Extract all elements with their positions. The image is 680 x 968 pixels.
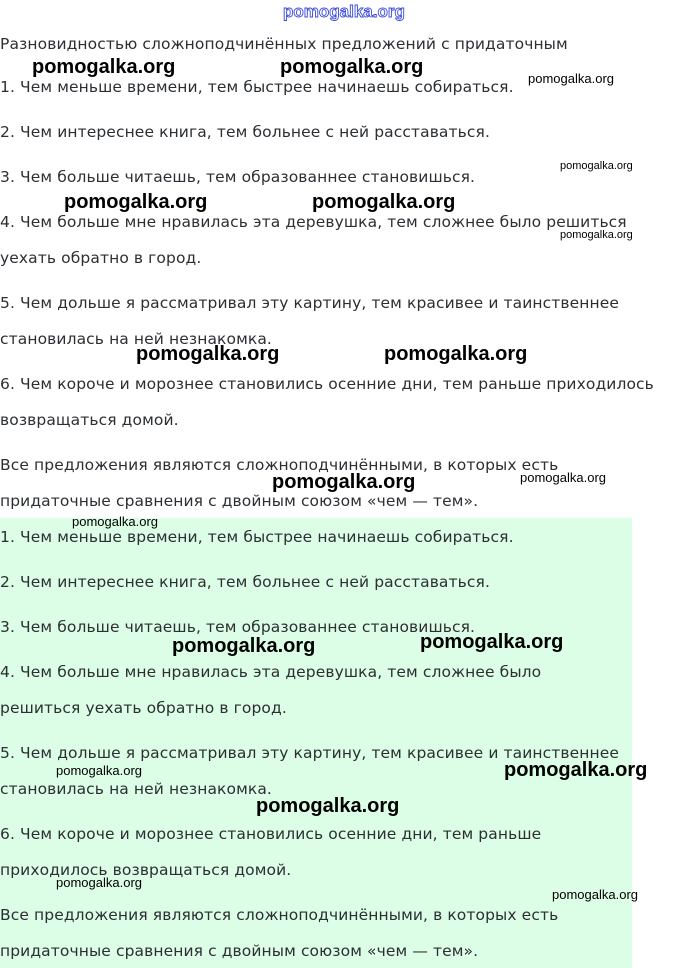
- watermark: pomogalka.org: [552, 887, 638, 902]
- header-watermark: pomogalka.org: [283, 2, 405, 21]
- watermark: pomogalka.org: [528, 71, 614, 86]
- watermark: pomogalka.org: [56, 875, 142, 890]
- watermark: pomogalka.org: [136, 343, 280, 365]
- intro-text: Разновидностью сложноподчинённых предложений с придаточным: [0, 35, 568, 53]
- question-line-4a: 4. Чем больше мне нравилась эта деревушка, тем сложнее было решиться: [0, 213, 627, 231]
- question-conclusion-1: Все предложения являются сложноподчинёнными, в которых есть: [0, 456, 559, 474]
- watermark: pomogalka.org: [64, 191, 208, 213]
- watermark: pomogalka.org: [520, 470, 606, 485]
- watermark: pomogalka.org: [32, 56, 176, 78]
- answer-line-6b: приходилось возвращаться домой.: [0, 861, 292, 879]
- answer-line-3: 3. Чем больше читаешь, тем образованнее становишься.: [0, 618, 476, 636]
- watermark: pomogalka.org: [420, 631, 564, 653]
- watermark: pomogalka.org: [560, 229, 633, 241]
- question-line-5a: 5. Чем дольше я рассматривал эту картину, тем красивее и таинственнее: [0, 294, 620, 312]
- question-line-5b: становилась на ней незнакомка.: [0, 330, 272, 348]
- question-line-3: 3. Чем больше читаешь, тем образованнее становишься.: [0, 168, 476, 186]
- watermark: pomogalka.org: [280, 56, 424, 78]
- answer-line-4b: решиться уехать обратно в город.: [0, 699, 287, 717]
- question-line-4b: уехать обратно в город.: [0, 249, 202, 267]
- watermark: pomogalka.org: [560, 160, 633, 172]
- answer-line-6a: 6. Чем короче и морознее становились осенние дни, тем раньше: [0, 825, 542, 843]
- answer-line-1: 1. Чем меньше времени, тем быстрее начинаешь собираться.: [0, 528, 514, 546]
- watermark: pomogalka.org: [384, 343, 528, 365]
- watermark: pomogalka.org: [312, 191, 456, 213]
- answer-line-5b: становилась на ней незнакомка.: [0, 780, 272, 798]
- watermark: pomogalka.org: [504, 759, 648, 781]
- question-line-2: 2. Чем интереснее книга, тем больнее с ней расставаться.: [0, 123, 490, 141]
- question-line-1: 1. Чем меньше времени, тем быстрее начинаешь собираться.: [0, 78, 514, 96]
- watermark: pomogalka.org: [172, 635, 316, 657]
- answer-line-2: 2. Чем интереснее книга, тем больнее с ней расставаться.: [0, 573, 490, 591]
- watermark: pomogalka.org: [256, 795, 400, 817]
- question-line-6a: 6. Чем короче и морознее становились осенние дни, тем раньше приходилось: [0, 375, 654, 393]
- answer-line-5a: 5. Чем дольше я рассматривал эту картину, тем красивее и таинственнее: [0, 744, 620, 762]
- answer-conclusion-1: Все предложения являются сложноподчинёнными, в которых есть: [0, 906, 559, 924]
- watermark: pomogalka.org: [72, 514, 158, 529]
- question-line-6b: возвращаться домой.: [0, 411, 179, 429]
- watermark: pomogalka.org: [56, 763, 142, 778]
- answer-line-4a: 4. Чем больше мне нравилась эта деревушка, тем сложнее было: [0, 663, 542, 681]
- answer-conclusion-2: придаточные сравнения с двойным союзом «чем — тем».: [0, 942, 479, 960]
- watermark: pomogalka.org: [272, 471, 416, 493]
- question-conclusion-2: придаточные сравнения с двойным союзом «чем — тем».: [0, 492, 479, 510]
